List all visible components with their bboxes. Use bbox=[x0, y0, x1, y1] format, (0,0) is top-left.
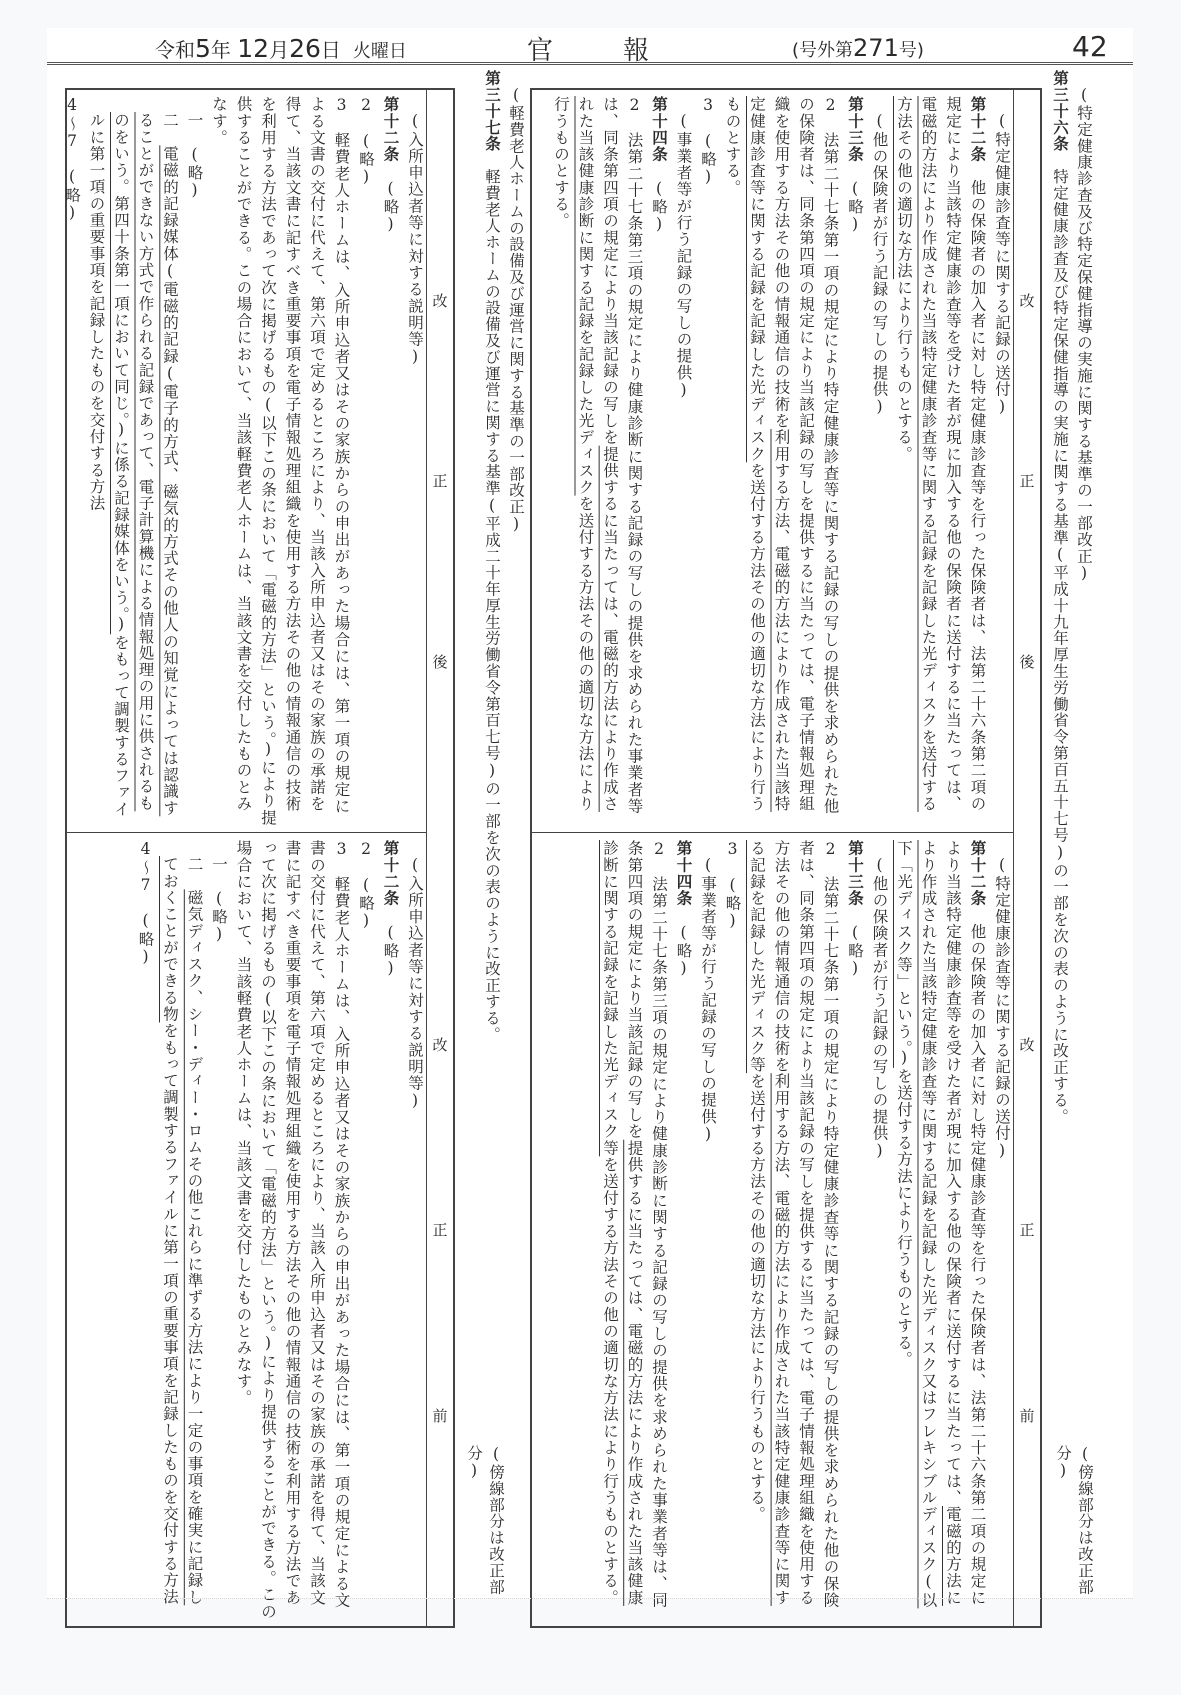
header-before-char: 正 bbox=[432, 1221, 448, 1240]
text: 法第二十七条第一項の規定により特定健康診査等に関する記録の写しの提供を求められた他の保険者は、同条第四項の規定により当該記録の写しを提供するに当たっては、電子情報処理組織を使用する方法その他の情報通信の技術を bbox=[772, 96, 840, 815]
article36-intro bbox=[1042, 70, 1096, 1130]
caption: (特定健康診査等に関する記録の送付) bbox=[993, 112, 1011, 417]
header-after-char: 後 bbox=[1019, 653, 1035, 672]
table-header-column bbox=[1013, 90, 1040, 1626]
header-after-char: 正 bbox=[1019, 472, 1035, 491]
header-rule bbox=[47, 62, 1133, 65]
article37-amend-table bbox=[65, 88, 455, 1628]
item-number: 一 bbox=[210, 856, 228, 873]
article37-caption: (軽費老人ホームの設備及び運営に関する基準の一部改正) bbox=[507, 86, 525, 534]
article36-amend-table bbox=[530, 88, 1042, 1628]
paragraph-number: 3 bbox=[332, 96, 351, 116]
caption: (他の保険者が行う記録の写しの提供) bbox=[870, 112, 889, 417]
article-12 bbox=[892, 840, 990, 1620]
header-before-char: 正 bbox=[1019, 1221, 1035, 1240]
issue-prefix: (号外第 bbox=[792, 40, 854, 61]
article-number: 第十四条 bbox=[674, 840, 693, 907]
paragraph-4-7 bbox=[60, 96, 85, 826]
amended-text: 磁気ディスク、シー・ディー・ロムその他これらに準ずる方法により一定の事項を確実に記録しておくことができる物 bbox=[161, 856, 204, 1606]
paragraph-number: 3 bbox=[332, 840, 351, 860]
item-number: 二 bbox=[185, 856, 204, 873]
article36-intro-text: 特定健康診査及び特定保健指導の実施に関する基準(平成十九年厚生労働省令第百五十七号)の一部を次の表のように改正する。 bbox=[1051, 168, 1069, 1125]
paragraph-number: 3 bbox=[723, 840, 742, 860]
page-bottom-rule bbox=[47, 1598, 1133, 1599]
table-divider bbox=[67, 832, 427, 833]
item-1 bbox=[207, 840, 232, 1620]
article-number: 第十三条 bbox=[846, 840, 864, 907]
paragraph-2 bbox=[354, 840, 379, 1620]
article36-note: (傍線部分は改正部分) bbox=[1054, 1445, 1094, 1596]
paragraph-3 bbox=[720, 840, 745, 1620]
paragraph-number: 2 bbox=[821, 840, 840, 860]
article37-note: (傍線部分は改正部分) bbox=[465, 1445, 505, 1596]
paragraph-14-2 bbox=[598, 840, 672, 1620]
caption: (事業者等が行う記録の写しの提供) bbox=[699, 856, 717, 1145]
text: を送付する方法その他の適切な方法により行うものとする。 bbox=[748, 1073, 766, 1523]
text: (略) bbox=[650, 179, 668, 235]
article36-after-cell bbox=[538, 96, 1014, 826]
paragraph-number: 2 bbox=[357, 96, 375, 116]
amended-text: 電磁的方法により作成された当該特定健康診査等に関する記録を記録した光ディスクを送付する方法その他の適切な方法 bbox=[895, 96, 938, 812]
text: (略) bbox=[185, 145, 204, 201]
header-before bbox=[427, 832, 453, 1628]
article-number: 第十二条 bbox=[381, 96, 400, 163]
text: 法第二十七条第一項の規定により特定健康診査等に関する記録の写しの提供を求められた他の保険者は、同条第四項の規定により当該記録の写しを提供するに当たっては、電子情報処理組織を使用する方法その他の情報通信の技術を bbox=[772, 840, 840, 1609]
header-after bbox=[427, 90, 453, 832]
article-13 bbox=[843, 840, 868, 1620]
text: (略) bbox=[674, 923, 693, 979]
article37-before-cell bbox=[73, 840, 427, 1620]
text: 軽費老人ホームは、入所申込者又はその家族からの申出があった場合には、第一項の規定による文書の交付に代えて、第六項で定めるところにより、当該入所申込者又はその家族の承諾を得て、当該文書に記すべき重要事項を電子情報処理組織を使用する方法その他の情報通信の技術を利用する方法であって次に掲げるもの(以下この条において「電磁的方法」という。)により提供することができる。この場合において、当該軽費老人ホームは、当該文書を交付したものとみなす。 bbox=[234, 840, 351, 1620]
page-number: 42 bbox=[1072, 30, 1108, 63]
paragraph-3 bbox=[207, 96, 354, 826]
issue-suffix: 号) bbox=[898, 40, 924, 61]
text: を送付する方法により行うものとする。 bbox=[895, 1067, 913, 1368]
weekday: 火曜日 bbox=[352, 41, 407, 62]
article-13 bbox=[843, 96, 868, 826]
header-before-char: 前 bbox=[432, 1406, 448, 1425]
text: を送付する方法その他の適切な方法により行うものとする。 bbox=[601, 1156, 619, 1606]
day: 26 bbox=[289, 34, 321, 63]
header-after-char: 改 bbox=[1019, 291, 1035, 310]
item-number: 一 bbox=[185, 112, 204, 129]
gazette-header bbox=[47, 28, 1133, 64]
article-number: 第十二条 bbox=[968, 840, 987, 907]
paragraph-4-7 bbox=[133, 840, 158, 1620]
text: 他の保険者の加入者に対し特定健康診査等を行った保険者は、法第二十六条第二項の規定により当該特定健康診査等を受けた者が現に加入する他の保険者に送付するに当たっては、 bbox=[944, 840, 987, 1606]
caption: (他の保険者が行う記録の写しの提供) bbox=[870, 856, 889, 1161]
caption: (入所申込者等に対する説明等) bbox=[406, 856, 424, 1111]
article37-body bbox=[480, 70, 504, 1050]
text: をもって調製するファイルに第一項の重要事項を記録したものを交付する方法 bbox=[161, 1022, 179, 1606]
header-before-char: 改 bbox=[1019, 1036, 1035, 1055]
text: (略) bbox=[381, 179, 400, 235]
paragraph-2 bbox=[745, 840, 843, 1620]
caption: (事業者等が行う記録の写しの提供) bbox=[674, 112, 693, 401]
paragraph-2 bbox=[720, 96, 843, 826]
text: 軽費老人ホームは、入所申込者又はその家族からの申出があった場合には、第一項の規定による文書の交付に代えて、第六項で定めるところにより、当該入所申込者又はその家族の承諾を得て、当該文書に記すべき重要事項を電子情報処理組織を使用する方法その他の情報通信の技術を利用する方法であって次に掲げるもの(以下この条において「電磁的方法」という。)により提供することができる。この場合において、当該軽費老人ホームは、当該文書を交付したものとみなす。 bbox=[210, 96, 351, 826]
paragraph-number: 4〜7 bbox=[63, 96, 81, 151]
day-unit: 日 bbox=[320, 38, 341, 62]
article-12 bbox=[378, 840, 403, 1620]
header-after-char: 正 bbox=[432, 472, 448, 491]
paragraph-number: 2 bbox=[821, 96, 840, 116]
article-12 bbox=[892, 96, 990, 826]
paragraph-2 bbox=[354, 96, 379, 826]
issue-date bbox=[155, 34, 407, 63]
amended-text: 電磁的記録媒体(電磁的記録(電子的方式、磁気的方式その他人の知覚によっては認識することができない方式で作られる記録であって、電子計算機による情報処理の用に供されるものをいう。第四十条第一項において同じ。)に係る記録媒体をいう。) bbox=[112, 112, 179, 817]
text: (略) bbox=[723, 875, 742, 931]
header-before bbox=[1014, 832, 1040, 1628]
amended-text: 提供するに当たっては、電磁的方法により作成された当該健康診断に関する記録を記録した光ディスク bbox=[576, 96, 619, 812]
text: (略) bbox=[357, 875, 375, 931]
table-divider bbox=[532, 832, 1014, 833]
paragraph-14-2 bbox=[549, 96, 647, 826]
year: 5 bbox=[195, 34, 211, 63]
paragraph-number: 2 bbox=[625, 96, 644, 116]
text: (略) bbox=[846, 179, 864, 235]
article36-caption: (特定健康診査及び特定保健指導の実施に関する基準の一部改正) bbox=[1075, 86, 1093, 583]
text: 他の保険者の加入者に対し特定健康診査等を行った保険者は、法第二十六条第二項の規定により当該特定健康診査等を受けた者が現に加入する他の保険者に送付するに当たっては、 bbox=[944, 96, 987, 812]
article36-before-cell bbox=[538, 840, 1014, 1620]
article37-intro-text: 軽費老人ホームの設備及び運営に関する基準(平成二十年厚生労働省令第百七号)の一部を次の表のように改正する。 bbox=[483, 168, 501, 1043]
text: (略) bbox=[210, 889, 228, 945]
era: 令和 bbox=[155, 38, 195, 62]
paragraph-3 bbox=[696, 96, 721, 826]
amended-text: 利用する方法、電磁的方法により作成された当該特定健康診査等に関する記録を記録した光ディスク bbox=[748, 96, 791, 812]
text: (略) bbox=[136, 911, 155, 967]
text: 法第二十七条第三項の規定により健康診断に関する記録の写しの提供を求められた事業者等は、同条第四項の規定により当該記録の写しを bbox=[601, 96, 644, 815]
article-number: 第十二条 bbox=[381, 840, 400, 907]
table-header-column bbox=[426, 90, 453, 1626]
text: (略) bbox=[699, 131, 717, 187]
article36-body bbox=[1048, 70, 1072, 1130]
caption: (特定健康診査等に関する記録の送付) bbox=[993, 856, 1011, 1161]
article37-number: 第三十七条 bbox=[483, 70, 501, 152]
text: 法第二十七条第三項の規定により健康診断に関する記録の写しの提供を求められた事業者等は、同条第四項の規定により当該記録の写しを bbox=[625, 840, 668, 1609]
amended-text: 提供するに当たっては、電磁的方法により作成された当該健康診断に関する記録を記録した光ディスク等 bbox=[601, 840, 644, 1606]
amended-text: 電磁的方法により作成された当該特定健康診査等に関する記録を記録した光ディスク又はフレキシブルディスク(以下「光ディスク等」という。) bbox=[895, 840, 962, 1609]
paragraph-number: 2 bbox=[650, 840, 668, 860]
article36-number: 第三十六条 bbox=[1051, 70, 1069, 152]
issue-number bbox=[792, 34, 924, 62]
paragraph-number: 2 bbox=[357, 840, 375, 860]
year-unit: 年 bbox=[210, 38, 231, 62]
text: (略) bbox=[357, 131, 375, 187]
title-char-2: 報 bbox=[623, 36, 650, 66]
title-char-1: 官 bbox=[527, 36, 554, 66]
article-number: 第十四条 bbox=[650, 96, 668, 163]
header-before-char: 改 bbox=[432, 1036, 448, 1055]
caption: (入所申込者等に対する説明等) bbox=[406, 112, 424, 367]
header-after bbox=[1014, 90, 1040, 832]
article-12 bbox=[378, 96, 403, 826]
issue-num: 271 bbox=[853, 34, 899, 62]
article37-after-cell bbox=[63, 96, 427, 826]
article-number: 第十二条 bbox=[968, 96, 987, 163]
amended-text: 利用する方法、電磁的方法により作成された当該特定健康診査等に関する記録を記録した光ディスク等 bbox=[748, 840, 791, 1606]
article-14 bbox=[647, 96, 672, 826]
header-after-char: 後 bbox=[432, 653, 448, 672]
article-number: 第十三条 bbox=[846, 96, 864, 163]
month-unit: 月 bbox=[269, 38, 290, 62]
text: (略) bbox=[846, 923, 864, 979]
item-2 bbox=[158, 840, 207, 1620]
text: を送付する方法その他の適切な方法により行うものとする。 bbox=[723, 96, 766, 812]
text: により行うものとする。 bbox=[895, 279, 913, 463]
paragraph-number: 3 bbox=[699, 96, 717, 116]
text: を送付する方法その他の適切な方法により行うものとする。 bbox=[552, 96, 595, 812]
header-after-char: 改 bbox=[432, 291, 448, 310]
paragraph-3 bbox=[231, 840, 354, 1620]
text: (略) bbox=[381, 923, 400, 979]
month: 12 bbox=[237, 34, 270, 63]
paragraph-number: 4〜7 bbox=[136, 840, 155, 895]
text: (略) bbox=[63, 167, 81, 223]
item-number: 二 bbox=[161, 112, 179, 129]
header-before-char: 前 bbox=[1019, 1406, 1035, 1425]
item-2 bbox=[84, 96, 182, 826]
article37-intro bbox=[474, 70, 528, 1050]
item-1 bbox=[182, 96, 207, 826]
text: をもって調製するファイルに第一項の重要事項を記録したものを交付する方法 bbox=[87, 112, 130, 818]
article-14 bbox=[671, 840, 696, 1620]
